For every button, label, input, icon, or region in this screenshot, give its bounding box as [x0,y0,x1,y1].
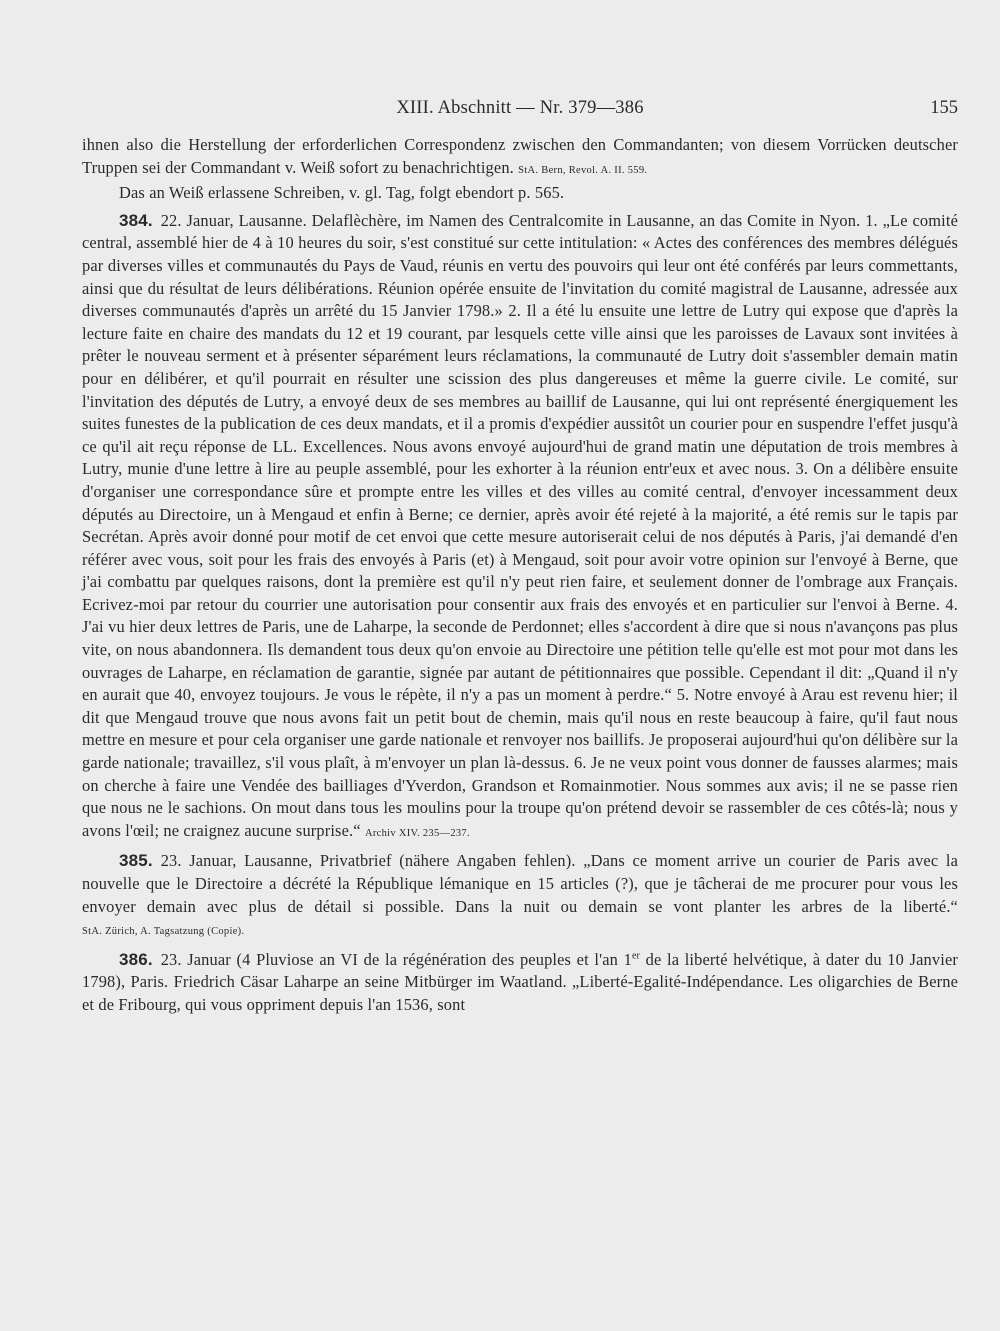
page-number: 155 [930,98,958,118]
entry-number: 386. [119,949,153,969]
entry-text: 22. Januar, Lausanne. Delaflèchère, im Namen des Centralcomite in Lausanne, an das Comite in Nyon. 1. „Le comité central, assemblé hier de 4 à 10 heures du soir, s'est constitué sur cette intitulation: « Actes des conférences des membres délégués par diverses villes et communautés du Pays de Vaud, réunis en vertu des pouvoirs qui leur ont été conférés par leurs commettants, ainsi que du résultat de leurs délibérations. Réunion opérée ensuite de l'invitation du comité magistral de Lausanne, adressée aux diverses communautés d'après un arrêté du 15 Janvier 1798.» 2. Il a été lu ensuite une lettre de Lutry qui expose que d'après la lecture faite en chaire des mandats du 12 et 19 courant, par lesquels cette ville ainsi que les paroisses de Lavaux sont invitées à prêter le nouveau serment et à présenter séparément leurs réclamations, la communauté de Lutry doit s'assembler demain matin pour en délibérer, et qu'il pourrait en résulter une scission des plus dangereuses et même la guerre civile. Le comité, sur l'invitation des députés de Lutry, a envoyé deux de ses membres au baillif de Lausanne, qui lui ont représenté énergiquement les suites funestes de la publication de ces deux mandats, et il a promis d'expédier aussitôt un courier pour en suspendre l'effet jusqu'à ce qu'il ait reçu réponse de LL. Excellences. Nous avons envoyé aujourd'hui de grand matin une députation de trois membres à Lutry, munie d'une lettre à lire au peuple assemblé, pour les exhorter à la réunion entr'eux et avec nous. 3. On a délibère ensuite d'organiser une correspondance sûre et prompte entre les villes et des villes au comité central, d'envoyer incessamment deux députés au Directoire, un à Mengaud et enfin à Berne; ce dernier, après avoir été rejeté à la majorité, a été remis sur le tapis par Secrétan. Après avoir donné pour motif de cet envoi que cette mesure autoriserait celui de nos députés à Paris, j'ai demandé d'en référer avec vous, soit pour les frais des envoyés à Paris (et) à Mengaud, soit pour avoir votre opinion sur l'envoyé à Berne, que j'ai combattu par quelques raisons, dont la première est qu'il n'y peut rien faire, et seulement donner de l'ombrage aux Français. Ecrivez-moi par retour du courrier une autorisation pour consentir aux frais des envoyés et en particulier sur l'envoi à Berne. 4. J'ai vu hier deux lettres de Paris, une de Laharpe, la seconde de Perdonnet; elles s'accordent à dire que si nous n'avançons pas plus vite, on nous abandonnera. Ils demandent tous deux qu'on envoie au Directoire une pétition telle qu'elle est mot pour mot dans les ouvrages de Laharpe, en réclamation de garantie, signée par autant de pétitionnaires que possible. Cependant il dit: „Quand il n'y en aurait que 40, envoyez toujours. Je vous le répète, il n'y a pas un moment à perdre.“ 5. Notre envoyé à Arau est revenu hier; il dit que Mengaud trouve que nous avons fait un petit bout de chemin, mais qu'il nous en reste beaucoup à faire, qu'il faut nous mettre en mesure et pour cela organiser une garde nationale et renvoyer nos baillifs. Je proposerai aujourd'hui qu'on délibère sur la garde nationale; travaillez, s'il vous plaît, à m'envoyer un plan là-dessus. 6. Je ne veux point vous donner de fausses alarmes; mais on cherche à faire une Vendée des bailliages d'Yverdon, Grandson et Romainmotier. Nous sommes aux avis; il ne se passe rien que nous ne le sachions. On mout dans tous les moulins pour la troupe qu'on prétend devoir se rassembler de ces côtés-là; nous y avons l'œil; ne craignez aucune surprise.“ [82,210,958,840]
paragraph-text: ihnen also die Herstellung der erforderlichen Correspondenz zwischen den Commandanten; von diesem Vorrücken deutscher Truppen sei der Commandant v. Weiß sofort zu benachrichtigen. [82,135,958,177]
entry-384 [82,210,958,846]
entry-385 [82,850,958,943]
source-citation: Archiv XIV. 235—237. [364,827,470,839]
section-title: XIII. Abschnitt — Nr. 379—386 [396,98,644,118]
entry-text: 23. Januar, Lausanne, Privatbrief (nähere Angaben fehlen). „Dans ce moment arrive un courier de Paris avec la nouvelle que le Directoire a décrété la République lémanique en 15 articles (?), que je tâcherai de me procurer pour vous les envoyer demain avec plus de détail si possible. Dans la nuit ou demain se vont planter les arbres de la liberté.“ [82,851,958,916]
entry-number: 384. [119,210,153,230]
body-text [82,134,958,1017]
source-citation: StA. Zürich, A. Tagsatzung (Copie). [82,926,245,938]
running-header [82,98,958,124]
entry-number: 385. [119,851,153,871]
entry-text: 23. Januar (4 Pluviose an VI de la régénération des peuples et l'an 1 [160,949,632,969]
entry-text-continued: de la liberté helvétique, à dater du 10 Janvier 1798), Paris. Friedrich Cäsar Laharpe an seine Mitbürger im Waatland. „Liberté-Egalité-Indépendance. Les oligarchies de Berne et de Fribourg, qui vous oppriment depuis l'an 1536, sont [82,949,958,1014]
paragraph-weiss-note: Das an Weiß erlassene Schreiben, v. gl. Tag, folgt ebendort p. 565. [119,183,565,203]
superscript: er [631,950,641,962]
source-citation: StA. Bern, Revol. A. II. 559. [518,164,648,176]
paragraph-weiss [82,134,958,182]
entry-386 [82,949,958,1017]
